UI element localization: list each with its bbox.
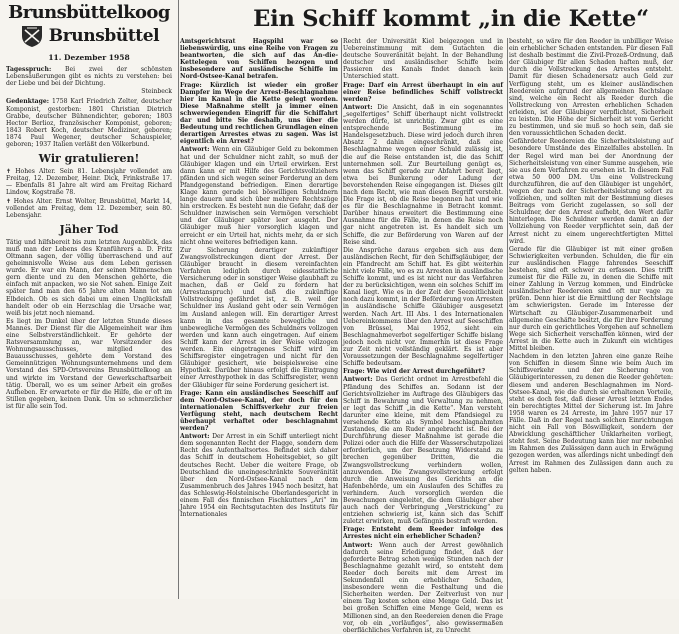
- article-paragraph: Zur Sicherung derartiger zukünftiger Zwangsvollstreckungen dient der Arrest. Der Gläubiger braucht in diesem vereinfachten Verfahren lediglich durch eidesstattliche Versicherung oder in sonstiger Weise glaubhaft zu machen, daß er Geld zu fordern hat (Arrestanspruch) und daß die zukünftige Vollstreckung gefährdet ist, z. B. weil der Schuldner ins Ausland geht oder sein Vermögen im Ausland anlegen will. Ein derartiger Arrest kann in das gesamte bewegliche und unbewegliche Vermögen des Schuldners vollzogen werden und kann auch eingetragen. Auf einem Schiff kann der Arrest in der Weise vollzogen werden. Ein eingetragenes Schiff wird im Schiffsregister eingetragen und nicht für den Gläubiger gesichert, wie beispielsweise eine Hypothek. Darüber hinaus erfolgt die Eintragung einer Arresthypothek in das Schiffsregister, wenn der Gläubiger für seine Forderung gesichert ist.: [180, 246, 338, 389]
- issue-date: 11. Dezember 1958: [48, 53, 130, 62]
- answer-label: Antwort:: [343, 103, 373, 111]
- interview-question: [343, 368, 503, 375]
- answer-label: Antwort:: [343, 541, 373, 549]
- question-text: Kürzlich ist wieder ein großer Dampfer im Wege der Arrest-Beschlagnahme hier im Kanal in die Kette gelegt worden. Diese Maßnahme stellt ja immer einen schwerwiegenden Eingriff für die Schiffahrt dar und bitte Sie deshalb, uns über die Bedeutung und rechtlichen Grundlagen einen derartigen Arrestes etwas zu sagen. Was ist eigentlich ein Arrest?: [180, 81, 338, 146]
- article-intro: Amtsgerichtsrat Hagspihl war so liebenswürdig, uns eine Reihe von Fragen zu beantworten, die sich auf das An-die-Kettelegen von Schiffen bezogen und insbesondere auf ausländische Schiffe im Nord-Ostsee-Kanal betrafen.: [180, 38, 338, 81]
- masthead-title-brunsbuettel: Brunsbüttel: [48, 26, 160, 46]
- gedenktage: [6, 98, 172, 148]
- interview-answer: [343, 104, 503, 246]
- interview-answer: [180, 433, 338, 518]
- answer-text: Wenn ein Gläubiger Geld zu bekommen hat und der Schuldner nicht zahlt, so muß der Gläubiger klagen und ein Urteil erwirken. Erst dann kann er mit Hilfe des Gerichtsvollziehers pfänden und sich wegen seiner Forderung an dem Pfandgegenstand befriedigen. Einen derartige Klage kann gerade bei böswilligen Schuldnern lange dauern und sich über mehrere Rechtszüge hin erstrecken. Es besteht nun die Gefahr, daß der Schuldner inzwischen sein Vermögen verschiebt und der Gläubiger später leer ausgeht. Der Gläubiger muß hier vorsorglich klagen und erreicht er ein Urteil hat, nichts mehr, da er sich nicht ohne weiteres befriedigen kann.: [180, 146, 339, 246]
- answer-label: Antwort:: [343, 376, 373, 384]
- interview-question: [180, 82, 338, 146]
- article-paragraph: Recht der Universität Kiel beigezogen und in Uebereinstimmung mit dem Gutachten die deutsche Souveränität bejaht. In der Behandlung deutscher und ausländischer Schiffe beim Passieren des Kanals findet danach kein Unterschied statt.: [343, 38, 503, 81]
- question-label: Frage:: [180, 81, 202, 89]
- gedenktage-label: Gedenktage:: [6, 98, 50, 106]
- obituary-heading: Jäher Tod: [59, 222, 119, 236]
- column-divider: [507, 38, 508, 599]
- interview-question: [343, 526, 503, 540]
- article-column-2: [343, 38, 504, 634]
- coat-of-arms-icon: [19, 24, 45, 48]
- gratulation-heading: Wir gratulieren!: [38, 152, 140, 166]
- tagesspruch-author: Steinbeck: [141, 88, 172, 96]
- article-headline: Ein Schiff kommt „in die Kette“: [253, 6, 649, 32]
- interview-answer: [343, 376, 503, 525]
- obituary-paragraph-1: Tätig und hilfsbereit bis zum letzten Augenblick, das muß man der Lebens des Kranführers a. D. Fritz Oltmann sagen, der völlig überraschend und auf geheimnisvolle Weise aus dem Leben gerissen wurde. Er war ein Mann, der seinen Mitmenschen gern diente und zu den Menschen gehörte, die einfach mit anpacken, wo sie Not sahen. Einige Zeit später fand man den 65 Jahre alten Mann tot am Elbdeich. Ob es sich dabei um einen Unglücksfall handelt oder ob ein Herzschlag die Ursache war, weiß bis jetzt noch niemand.: [6, 238, 172, 317]
- tagesspruch: [6, 66, 172, 87]
- answer-text: Wenn auch der Arrest gewöhnlich dadurch seine Erledigung findet, daß der geforderte Betrag schon wenige Stunden nach der Beschlagnahme gezahlt wird, so entsteht dem Reeder doch bereits mit dem Arrest im Sekundenfall ein erheblicher Schaden, insbesondere wenn die Festhaltung und die Sicherheiten werden. Der Zeitverlust von nur einem Tag kosten schon eine Menge Geld. Das ist bei großen Schiffen eine Menge Geld, wenn es Millionen sind, an den Reedereien denen die Frage vor, ob ein „vorläufiges“, also gewissermaßen oberflächliches Verfahren ist, zu Unrecht: [343, 541, 504, 634]
- article-paragraph: Gerade für die Gläubiger ist mit einer großen Schwierigkeiten verbunden. Schulden, die für ein zur ausländischen Flagge fahrendes Seeschiff bestehen, sind oft schwer zu erfassen. Dies trifft zumeist für die Fälle zu, in denen die Schiffe mit einer Zahlung in Verzug kommen, und Eindrücke ausländischer Reedereien sind oft nur vage zu prüfen. Denn hier ist die Ermittlung der Rechtslage am schwierigsten. Gerade im Interesse der Wirtschaft zu Gläubiger-Zusammenarbeit und allgemeine Geschäfte besitzt, die für ihre Forderung nur durch ein gerichtliches Vorgehen auf schnellem Wege sich Sicherheit verschaffen können, wird der Arrest in die Kette auch in Zukunft ein wichtiges Mittel bleiben.: [509, 245, 673, 353]
- interview-answer: [343, 542, 503, 634]
- masthead: [6, 3, 172, 48]
- masthead-title-brunsbuettelkoog: Brunsbüttelkoog: [8, 2, 170, 23]
- answer-label: Antwort:: [180, 146, 210, 154]
- article-paragraph: Gefährdeter Reedereien die Sicherheitsleistung auf besondere Umstände des Einzelfalles abstellen. In der Regel wird man bei der Anordnung der Sicherheitsleistung von einer Summe ausgehen, wie sie aus dem Verfahren zu ersehen ist. In diesem Fall etwa 50 000 DM. Um eine Vollstreckung durchzuführen, die auf den Gläubiger ist ungehört, wegen der nach der Sicherheitsleistung sofort zu vollziehen, und sollten mit der Bestimmung dieses Beitrags vom Gericht zugelassen, so soll der Schuldner, der den Arrest aufhebt, den Wert dafür hinterlegen. Die Schuldner werden damit an der Vollziehung von Reeder verpflichtet sein, daß der Arrest nicht zu einem ungerechtfertigten Mittel wird.: [509, 138, 673, 245]
- article-paragraph: besteht, so wäre für den Reeder in unbilliger Weise ein erheblicher Schaden entstanden. Für diesen Fall ist deshalb bestimmt die Zivil-Prozeß-Ordnung, daß der Gläubiger für allen Schaden haften muß, der durch die Vollstreckung des Arrestes entsteht. Damit für diesen Schadenersatz auch Geld zur Verfügung steht, um es kleiner ausländischen Reedereien aufgrund der allgemeinen Rechtslage sind, welche ein Recht als Reeder durch die Vollstreckung von Arresten erheblichen Schaden erleiden, ist der Gläubiger verpflichtet, Sicherheit zu leisten. Die Höhe der Sicherheit ist vom Gericht zu bestimmen, und sie muß so hoch sein, daß sie den voraussichtlichen Schaden deckt.: [509, 38, 673, 138]
- question-text: Entsteht dem Reeder infolge des Arrestes nicht ein erheblicher Schaden?: [343, 526, 504, 541]
- question-label: Frage:: [180, 389, 202, 397]
- gratulation-paragraph-2: ✝ Hohes Alter. Ernst Wolter, Brunsbüttel, Markt 14, vollendet am Freitag, dem 12. Dezember, sein 80. Lebensjahr.: [6, 197, 172, 219]
- interview-answer: [180, 146, 338, 245]
- answer-label: Antwort:: [180, 433, 210, 441]
- column-divider: [341, 38, 342, 599]
- answer-text: Das Gericht ordnet im Arrestbefehl die Pfändung des Schiffes an. Sodann ist der Gerichtsvollzieher im Auftrage des Gläubigers das Schiff in Bewahrung und Verwaltung zu nehmen, er legt das Schiff „in die Kette“. Man versteht darunter eine kleine, mit dem Pfandsiegel zu versehende Kette als Symbol beschlagnahmten Zustandes, die am Ruder angebracht ist. Bei der Durchführung dieser Maßnahme ist gerade die Polizei oder auch die Hilfe der Wasserschutzpolizei erforderlich, um der Besatzung Widerstand zu brechen gegenüber Dritten, die die Zwangsvollstreckung verhindern wollen, anzuwenden. Die Zwangsvollstreckung erfolgt durch die Anweisung des Gerichts an die Hafenbehörde, um ein Auslaufen des Schiffes zu verhindern. Auch vorsorglich werden die Bewachungen eingeleitet, die dem Gläubiger aber auch nach der Verbringung „Verstrickung“ zu entziehen schwierig ist, kann sich das Schiff zuletzt erwirken, muß Gefängnis bestraft werden.: [343, 376, 503, 526]
- question-label: Frage:: [343, 81, 365, 89]
- question-text: Darf ein Arrest überhaupt in ein auf einer Reise befindliches Schiff vollstreckt werden?: [343, 81, 503, 103]
- article-column-3: [509, 38, 673, 599]
- question-text: Wie wird der Arrest durchgeführt?: [366, 368, 486, 376]
- interview-question: [180, 390, 338, 433]
- gratulation-paragraph-1: ✝ Hohes Alter. Sein 81. Lebensjahr vollendet am Freitag, 12. Dezember, Heinr. Dick, Frinkstraße 17. — Ebenfalls 81 Jahre alt wird am Freitag Richard Lindow, Kogstraße 78.: [6, 168, 172, 197]
- answer-text: Die Ansicht, daß in ein sogenanntes „segelfertiges“ Schiff überhaupt nicht vollstreckt werden dürfe, ist unrichtig. Zwar gibt es eine entsprechende Bestimmung im Handelsgesetzbuch. Diese wird jedoch durch ihren Absatz 2 dahin eingeschränkt, daß eine Beschlagnahme wegen einer Schuld zulässig ist, die auf die Reise entstanden ist, die das Schiff unternehmen soll. Zur Beurteilung genügt es, wenn das Schiff gerade zur Abfahrt bereit liegt, etwa bei Bunkerung oder Ladung der bevorstehenden Reise eingegangen ist. Dieses gilt nach dem Recht, wie man diesen Begriff versteht. Die Frage ist, ob die Reise begonnen hat und wie es für die Beschlagnahme in Betracht kommt. Darüber hinaus erweitert die Bestimmung eine Ausnahme für die Fälle, in denen die Reise noch gar nicht angetreten ist. Es handelt sich um Schiffe, die zur Beförderung von Waren auf der Reise sind.: [343, 103, 503, 246]
- article-paragraph: Nachdem in den letzten Jahren eine ganze Reihe von Schiffen in diesem Sinne wie beim Auch im Schiffsverkehr und der Sicherung von Gläubigerinteressen, zu denen die Reeder gehörten: diesem und anderen Beschlagnahmen im Nord-Ostsee-Kanal, wie die durch sie erhaltenen Vorteile, steht es doch fest, daß dieser Arrest letzten Endes ein berechtigtes Mittel der Sicherung ist. Im Jahre 1958 waren es 24 Arreste, im Jahre 1957 nur 17 Fälle. Daß in der Regel nach solchen Einrichtungen nicht ein Fall von Böswilligkeit, sondern der Abwicklung geschäftlicher Unklarheiten vorliegt, steht fest. Seine Bedeutung kann hier nur nebenbei im Rahmen des Zulässigen dann auch in Erwägung gezogen werden, was allerdings nicht unbedingt den Arrest im Rahmen des Zulässigen dann auch zu gelten haben.: [509, 353, 673, 474]
- left-column: [6, 0, 172, 599]
- interview-question: [343, 82, 503, 103]
- tagesspruch-label: Tagesspruch:: [6, 66, 52, 74]
- question-label: Frage:: [343, 368, 365, 376]
- answer-text: Der Arrest in ein Schiff unterliegt nicht dem sogenannten Recht der Flagge, sondern dem Recht des Aufenthaltsortes. Befindet sich daher das Schiff in deutschem Hoheitsgebiet, so gilt deutsches Recht. Ueber die weitere Frage, ob Deutschland die uneingeschränkte Souveränität über den Nord-Ostsee-Kanal nach dem Zusammenbruch des Jahres 1945 noch besitzt, hat das Schleswig-Holsteinische Oberlandesgericht in einem Fall des finnischen Fischkutters „Ari“ im Jahre 1954 ein Rechtsgutachten des Instituts für Internationales: [180, 433, 338, 519]
- tagesspruch-text: Bei zwei der schönsten Lebensäußerungen gibt es nichts zu verstehen: bei der Liebe und bei der Dichtung.: [6, 66, 172, 88]
- question-text: Kann ein ausländisches Seeschiff auf dem Nord-Ostsee-Kanal, der doch für den internationalen Schiffsverkehr zur freien Verfügung steht, nach deutschem Recht überhaupt verhaftet oder beschlagnahmt werden?: [180, 389, 339, 433]
- column-divider: [178, 0, 179, 599]
- question-label: Frage:: [343, 526, 365, 534]
- article-column-1: [180, 38, 338, 599]
- masthead-second-line: [6, 24, 172, 48]
- article-paragraph: Die Ansprüche daraus ergeben sich aus dem ausländischen Recht, für den Schiffsgläubiger, der ein Pfandrecht am Schiff hat. Es gibt weiterhin nicht viele Fälle, wo es zu Arresten in ausländische Schiffe kommt, und es ist nicht nur das Verfahren der zu berücksichtigen, wenn ein solches Schiff im Kanal liegt. Wie es in der Zeit der Seezeitlichkeit noch dazu kommt, in der Beförderung von Arresten in ausländische Schiffe Gläubiger ausgesetzt werden. Nach Art. III Abs. 1 des Internationalen Uebereinkommens über den Arrest auf Seeschiffen von Brüssel, Mai 1952, sieht ein Beschlagnahmeverbot segelfertiger Schiffe bislang jedoch noch nicht vor. Immerhin ist diese Frage zur Zeit nicht vollständig geklärt. Es ist aber Voraussetzungen der Beschlagnahme segelfertiger Schiffe bedeutsam.: [343, 246, 503, 368]
- obituary-paragraph-2: Es liegt im Dunkel über der letzten Stunde dieses Mannes. Der Dienst für die Allgemeinheit war ihm eine Selbstverständlichkeit. Er gehörte der Ratsversammlung an, war Vorsitzender des Wohnungsausschusses, mitglied des Bauausschusses, gehörte dem Vorstand des Gemeinnützigen Wohnungsunternehmens und dem Vorstand des SPD-Ortsvereins Brunsbüttelkoog an und wirkte im Vorstand der Gewerkschaftsarbeit tätig. Überall, wo es um seiner Arbeit ein großes Aufheben. Er erwartete er für die Hilfe, die er oft im Stillen gegeben, keinen Dank. Um so schmerzlicher ist für alle sein Tod.: [6, 317, 172, 410]
- gedenktage-text: 1758 Karl Friedrich Zelter, deutscher Komponist, gestorben: 1801 Christian Dietrich Grabbe, deutscher Bühnendichter, geboren; 1803 Hector Berlioz, französischer Komponist, geboren; 1843 Robert Koch, deutscher Mediziner, geboren; 1874 Paul Wegener, deutscher Schauspieler, geboren; 1937 Italien verläßt den Völkerbund.: [6, 98, 172, 149]
